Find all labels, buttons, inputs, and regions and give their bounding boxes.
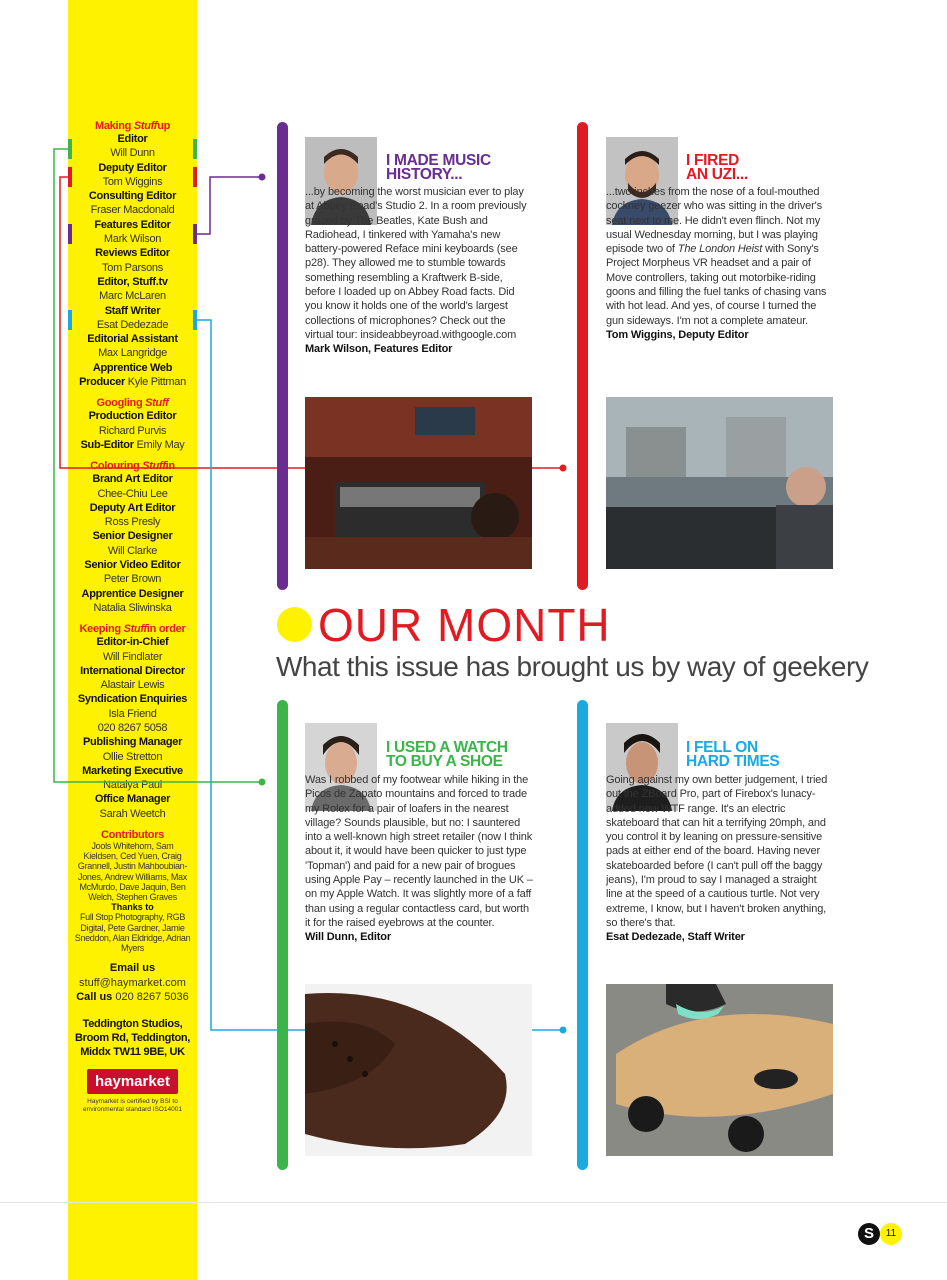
masthead-section-head: Keeping Stuffin order	[79, 623, 186, 636]
name: Mark Wilson	[103, 233, 162, 246]
story-1-byline: Mark Wilson, Features Editor	[305, 343, 453, 356]
role: Staff Writer	[104, 304, 161, 317]
photo-zboard-skateboard	[606, 984, 833, 1156]
name: Natalya Paul	[103, 779, 162, 792]
role: Senior Designer	[92, 530, 173, 543]
role: Editor, Stuff.tv	[97, 275, 168, 288]
story-4-byline: Esat Dedezade, Staff Writer	[606, 931, 745, 944]
page-title: OUR MONTH	[318, 599, 611, 651]
name: Fraser Macdonald	[90, 204, 175, 217]
masthead-section-head: Googling Stuff	[96, 397, 169, 410]
certification-note: Haymarket is certified by BSI to environmental standard ISO14001	[82, 1097, 182, 1113]
role: Features Editor	[94, 218, 171, 231]
stuff-logo-badge: S	[858, 1223, 880, 1245]
page-subtitle: What this issue has brought us by way of geekery	[276, 651, 869, 682]
name: Tom Parsons	[102, 261, 163, 274]
photo-abbey-road-studio	[305, 397, 532, 569]
name: Chee-Chiu Lee	[97, 487, 168, 500]
contributors-list: Jools Whitehorn, Sam Kieldsen, Ced Yuen, Craig Grannell, Justin Mahboubian-Jones, Andrew Williams, Max McMurdo, Dave Jaquin, Ben Welch, Stephen Graves	[77, 841, 188, 903]
role: Deputy Art Editor	[89, 501, 176, 514]
bar-blue	[577, 700, 588, 1170]
name: Ross Presly	[104, 516, 161, 529]
story-4-headline: I FELL ON HARD TIMES	[686, 739, 780, 770]
role: Publishing Manager	[82, 736, 183, 749]
role: Syndication Enquiries	[77, 693, 188, 706]
role: Editor	[117, 133, 148, 145]
phone: 020 8267 5058	[97, 721, 168, 734]
name: Will Clarke	[107, 544, 158, 557]
bar-purple	[277, 122, 288, 590]
role: Senior Video Editor	[84, 559, 181, 572]
footer-rule	[0, 1202, 947, 1203]
story-4-body: Going against my own better judgement, I tried out the ZBoard Pro, part of Firebox's lunacy-added new WTF range. It's an electric skateboard that can hit a terrifying 20mph, and you control it by leaning on pressure-sensitive pads at either end of the board. Having never skateboarded before (I can't pull off the baggy jeans), I'm proud to say I managed a straight line at the speed of a cautious turtle. Not very extreme, I know, but I haven't broken anything, so there's that. Esat Dedezade, Staff Writer	[606, 773, 834, 945]
role: Marketing Executive	[82, 764, 183, 777]
address: Teddington Studios, Broom Rd, Teddington, Middx TW11 9BE, UK	[74, 1017, 191, 1058]
call-label: Call us	[76, 991, 113, 1004]
name: Esat Dedezade	[96, 318, 169, 331]
phone-number: 020 8267 5036	[115, 991, 189, 1004]
story-3-headline: I USED A WATCH TO BUY A SHOE	[386, 739, 508, 770]
name: Max Langridge	[98, 347, 167, 360]
role: Brand Art Editor	[92, 473, 173, 486]
name: Isla Friend	[108, 707, 157, 720]
role: Producer Kyle Pittman	[79, 376, 186, 389]
role: International Director	[80, 664, 185, 677]
email-link[interactable]: stuff@haymarket.com	[79, 976, 186, 989]
role: Reviews Editor	[95, 247, 170, 260]
role: Deputy Editor	[98, 161, 167, 174]
name: Tom Wiggins	[102, 175, 163, 188]
bar-red	[577, 122, 588, 590]
role: Apprentice Designer	[81, 587, 184, 600]
role: Sub-Editor Emily May	[80, 438, 185, 451]
thanks-list: Full Stop Photography, RGB Digital, Pete Gardner, Jamie Sneddon, Alan Eldridge, Adrian Myers	[74, 912, 191, 954]
name: Alastair Lewis	[100, 679, 165, 692]
story-1-headline: I MADE MUSIC HISTORY...	[386, 152, 491, 183]
story-2-byline: Tom Wiggins, Deputy Editor	[606, 328, 749, 341]
name: Richard Purvis	[98, 424, 167, 437]
role: Production Editor	[88, 410, 177, 423]
story-2-headline: I FIRED AN UZI...	[686, 152, 748, 183]
role: Editor-in-Chief	[96, 636, 169, 649]
story-3-body: Was I robbed of my footwear while hiking in the Picos de Zapato mountains and forced to trade my Rolex for a pair of loafers in the nearest village? Sounds plausible, but no: I sauntered into a well-known high street retailer (now I think about it, it would have been quicker to just type 'Topman') and paid for a new pair of brogues using Apple Pay – recently launched in the UK – on my Apple Watch. It was slightly more of a faff than using a regular contactless card, but worth it for the raised eyebrows at the counter. Will Dunn, Editor	[305, 774, 533, 944]
role: Apprentice Web	[92, 361, 173, 374]
thanks-head: Thanks to	[111, 902, 154, 913]
contributors-head: Contributors	[100, 829, 164, 842]
role: Editorial Assistant	[87, 333, 178, 346]
name: Peter Brown	[103, 573, 162, 586]
name: Will Findlater	[102, 650, 163, 663]
name: Kyle Pittman	[127, 376, 186, 389]
photo-london-heist-game	[606, 397, 833, 569]
title-dot	[277, 607, 312, 642]
haymarket-logo: haymarket	[87, 1069, 178, 1094]
name: Sarah Weetch	[99, 807, 166, 820]
name: Natalia Sliwinska	[93, 601, 172, 614]
name: Emily May	[136, 438, 185, 451]
photo-brogue-shoe	[305, 984, 532, 1156]
role: Office Manager	[94, 793, 171, 806]
page-number: 11	[880, 1223, 902, 1245]
bar-green	[277, 700, 288, 1170]
story-1-body: ...by becoming the worst musician ever to play at Abbey Road's Studio 2. In a room previously graced by The Beatles, Kate Bush and Radiohead, I tinkered with Yamaha's new battery-powered Reface mini keyboards (see p28). They allowed me to stumble towards something resembling a Kraftwerk B-side, before I loaded up on Abbey Road facts. Did you know it holds one of the world's largest collections of microphones? Check out the virtual tour: insideabbeyroad.withgoogle.com Mark Wilson, Features Editor	[305, 185, 533, 357]
role: Consulting Editor	[88, 190, 177, 203]
name: Marc McLaren	[99, 290, 166, 303]
name: Ollie Stretton	[102, 750, 163, 763]
masthead-section-head: Colouring Stuffin	[90, 460, 175, 473]
name: Will Dunn	[110, 147, 155, 160]
story-2-body: ...two inches from the nose of a foul-mouthed cockney geezer who was sitting in the driver's seat next to me. He didn't even flinch. Not my usual Wednesday morning, but I was playing episode two of The London Heist with Sony's Project Morpheus VR headset and a pair of Move controllers, taking out motorbike-riding goons and filling the fuel tanks of chasing vans with hot lead. And yes, of course I turned the gun sideways. I'm not a complete amateur. Tom Wiggins, Deputy Editor	[606, 185, 834, 342]
masthead-section-head: Making Stuffup	[94, 120, 171, 132]
email-label: Email us	[109, 962, 156, 975]
story-3-byline: Will Dunn, Editor	[305, 931, 391, 944]
